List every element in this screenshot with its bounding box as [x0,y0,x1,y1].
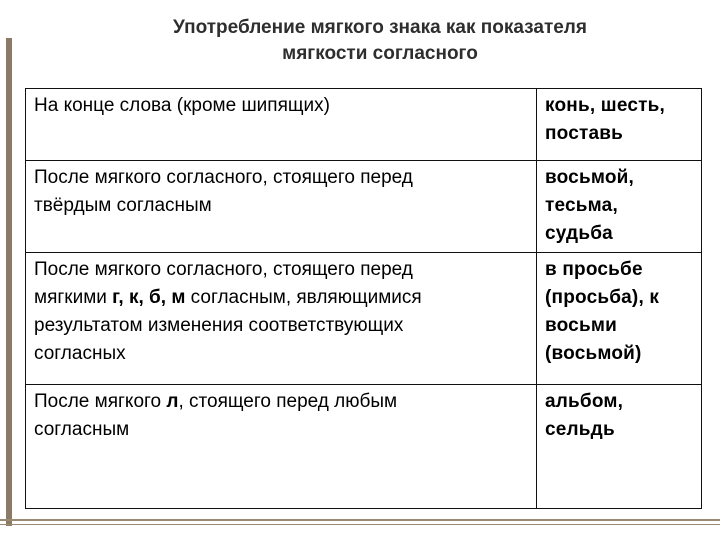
bottom-decorative-rule [0,519,720,521]
example-text: восьми [545,315,617,336]
rule-cell [26,385,537,509]
rule-text: , стоящего перед любым [178,391,398,412]
example-text: восьмой, [545,167,635,188]
bottom-decorative-rule-thin [0,524,720,525]
rule-text: После мягкого [34,391,167,412]
example-cell [537,161,702,253]
rule-text: мягкими [34,287,113,308]
example-text: поставь [545,123,624,144]
slide-title-line-1: Употребление мягкого знака как показателя [173,17,587,38]
example-text: конь, шесть, [545,95,665,116]
rule-text: После мягкого согласного, стоящего перед [34,259,413,280]
rule-bold-letters: г, к, б, м [112,287,186,308]
slide-title-line-2: мягкости согласного [282,43,478,64]
example-text: альбом, [545,391,624,412]
example-text: в просьбе [545,259,643,280]
rule-text: На конце слова (кроме шипящих) [34,95,330,116]
rule-text: согласных [34,343,126,364]
table-row [26,253,702,385]
table-row [26,89,702,161]
rule-text: твёрдым согласным [34,195,212,216]
rules-table [25,88,702,509]
rule-text: согласным [34,419,130,440]
left-decorative-bar [6,38,12,526]
rule-text: согласным, являющимися [185,287,422,308]
example-text: тесьма, [545,195,618,216]
table-row [26,385,702,509]
example-cell [537,385,702,509]
example-cell [537,253,702,385]
rule-text: результатом изменения соответствующих [34,315,404,336]
rule-text: После мягкого согласного, стоящего перед [34,167,413,188]
slide-title [40,15,720,67]
example-cell [537,89,702,161]
table-row [26,161,702,253]
rule-bold-letter: л [166,391,179,412]
example-text: судьба [545,223,613,244]
rule-cell [26,253,537,385]
example-text: (восьмой) [545,343,642,364]
example-text: сельдь [545,419,615,440]
example-text: (просьба), к [545,287,660,308]
rule-cell [26,89,537,161]
rule-cell [26,161,537,253]
